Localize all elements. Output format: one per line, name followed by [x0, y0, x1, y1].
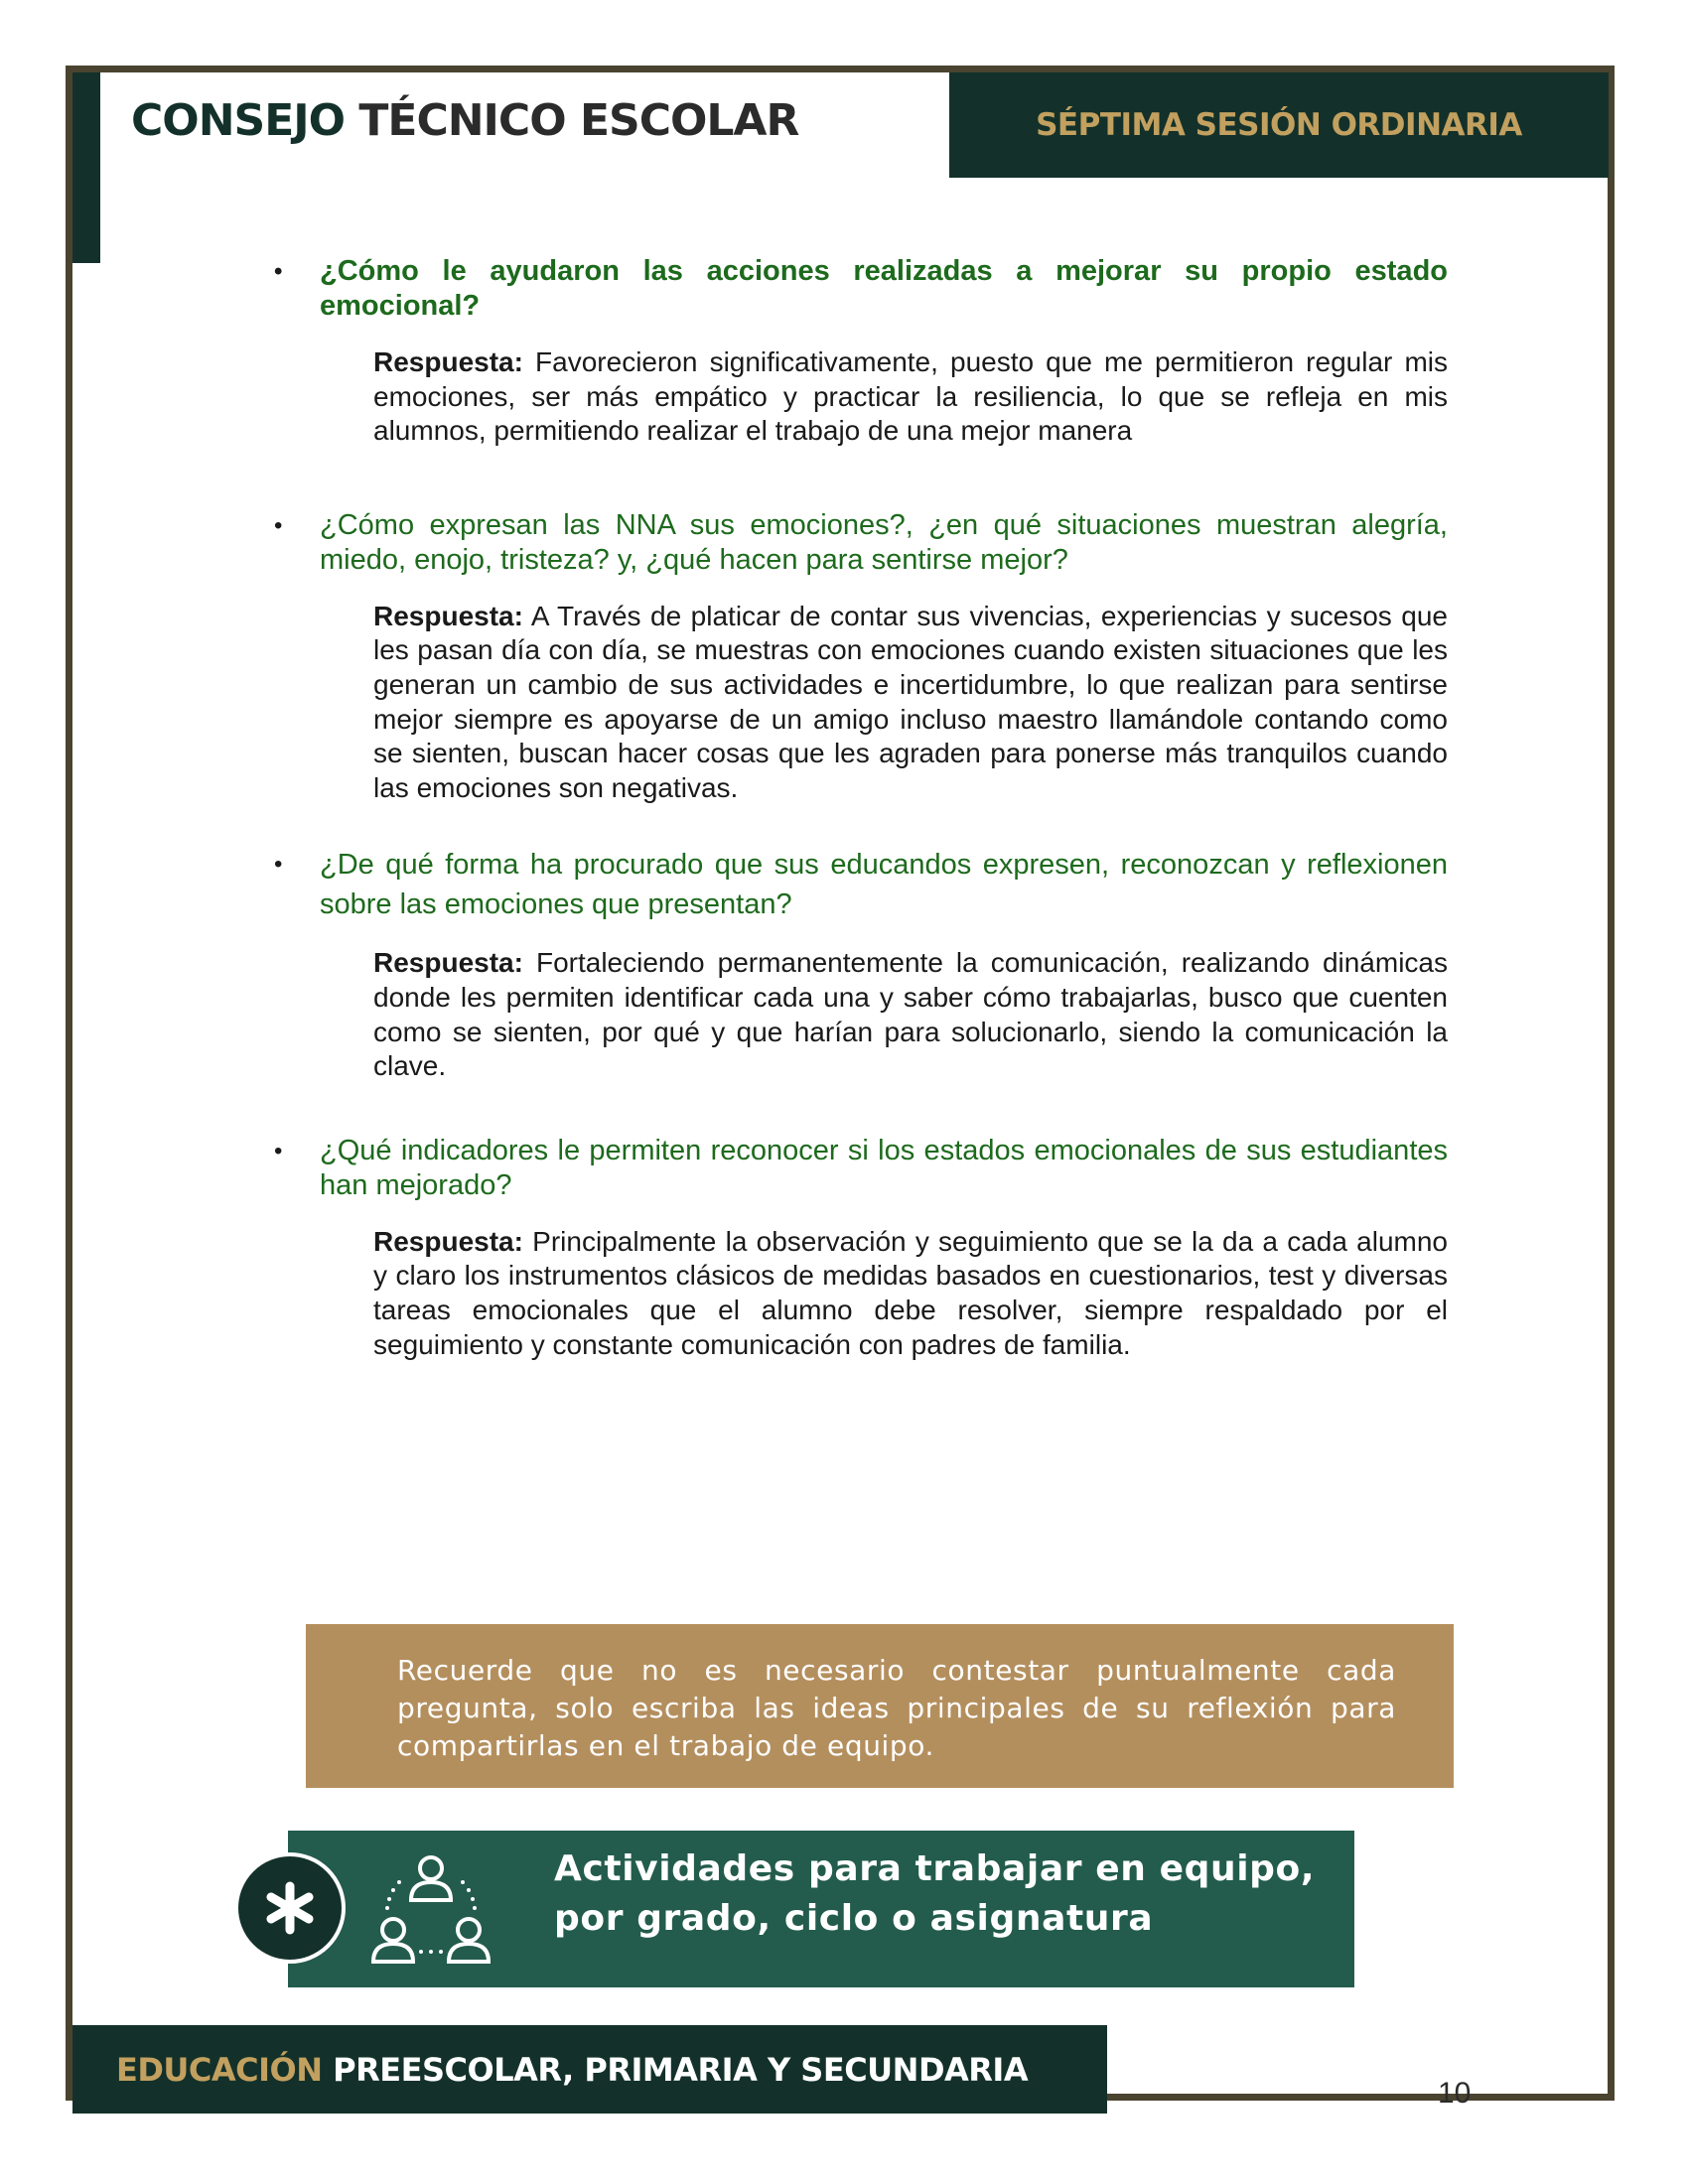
question-block — [274, 1134, 1448, 1362]
answer-label: Respuesta: — [373, 1225, 523, 1257]
answer-label: Respuesta: — [373, 600, 523, 631]
activity-title — [554, 1844, 1315, 1944]
bullet-icon: • — [274, 1137, 283, 1164]
footer-title-word1: EDUCACIÓN — [116, 2050, 323, 2089]
session-title: SÉPTIMA SESIÓN ORDINARIA — [1036, 107, 1522, 143]
asterisk-icon — [234, 1852, 346, 1964]
answer-text — [373, 1225, 1448, 1362]
question-text — [274, 254, 1448, 324]
question-block — [274, 845, 1448, 1083]
question-text — [274, 1134, 1448, 1203]
answer-text — [373, 946, 1448, 1083]
question-text — [274, 845, 1448, 924]
question-label: ¿Cómo le ayudaron las acciones realizadas a mejorar su propio estado emocional? — [320, 255, 1448, 322]
header-title-word2: TÉCNICO ESCOLAR — [358, 95, 799, 146]
page-number: 10 — [1438, 2077, 1472, 2110]
content-area — [274, 254, 1448, 1362]
footer-title — [116, 2051, 1028, 2089]
answer-text — [373, 345, 1448, 449]
footer-title-rest: PREESCOLAR, PRIMARIA Y SECUNDARIA — [333, 2050, 1029, 2089]
answer-body: Fortaleciendo permanentemente la comunicación, realizando dinámicas donde les permiten identificar cada una y saber cómo trabajarlas, busco que cuenten como se sienten, por qué y que harían para solucionarlo, siendo la comunicación la clave. — [373, 947, 1448, 1082]
bullet-icon: • — [274, 511, 283, 539]
header-accent-stripe — [72, 72, 100, 263]
header-title — [131, 95, 798, 146]
reminder-note — [306, 1624, 1454, 1788]
team-icon — [369, 1846, 492, 1970]
answer-text — [373, 600, 1448, 806]
question-label: ¿Cómo expresan las NNA sus emociones?, ¿en qué situaciones muestran alegría, miedo, enojo, tristeza? y, ¿qué hacen para sentirse mejor? — [320, 508, 1448, 576]
question-label: ¿Qué indicadores le permiten reconocer si los estados emocionales de sus estudiantes han mejorado? — [320, 1134, 1448, 1201]
activity-title-line1: Actividades para trabajar en equipo, — [554, 1848, 1316, 1889]
bullet-icon: • — [274, 258, 283, 285]
answer-body: A Través de platicar de contar sus vivencias, experiencias y sucesos que les pasan día con día, se muestras con emociones cuando existen situaciones que les generan un cambio de sus actividades e incertidumbre, lo que realizan para sentirse mejor siempre es apoyarse de un amigo incluso maestro llamándole contando como se sienten, buscan hacer cosas que les agraden para ponerse más tranquilos cuando las emociones son negativas. — [373, 600, 1448, 803]
footer-banner — [72, 2025, 1107, 2114]
question-block — [274, 508, 1448, 806]
question-text — [274, 508, 1448, 578]
activity-title-line2: por grado, ciclo o asignatura — [554, 1898, 1154, 1939]
header-title-word1: CONSEJO — [131, 95, 346, 146]
bullet-icon: • — [274, 851, 283, 879]
answer-label: Respuesta: — [373, 346, 523, 377]
question-block — [274, 254, 1448, 449]
question-label: ¿De qué forma ha procurado que sus educandos expresen, reconozcan y reflexionen sobre las emociones que presentan? — [320, 849, 1448, 921]
session-banner — [949, 72, 1609, 178]
answer-label: Respuesta: — [373, 947, 523, 979]
answer-body: Principalmente la observación y seguimiento que se la da a cada alumno y claro los instrumentos clásicos de medidas basados en cuestionarios, test y diversas tareas emocionales que el alumno debe resolver, siempre respaldado por el seguimiento y constante comunicación con padres de familia. — [373, 1225, 1448, 1360]
reminder-text: Recuerde que no es necesario contestar puntualmente cada pregunta, solo escriba las ideas principales de su reflexión para compartirlas en el trabajo de equipo. — [397, 1654, 1396, 1762]
answer-body: Favorecieron significativamente, puesto que me permitieron regular mis emociones, ser más empático y practicar la resiliencia, lo que se refleja en mis alumnos, permitiendo realizar el trabajo de una mejor manera — [373, 346, 1448, 447]
